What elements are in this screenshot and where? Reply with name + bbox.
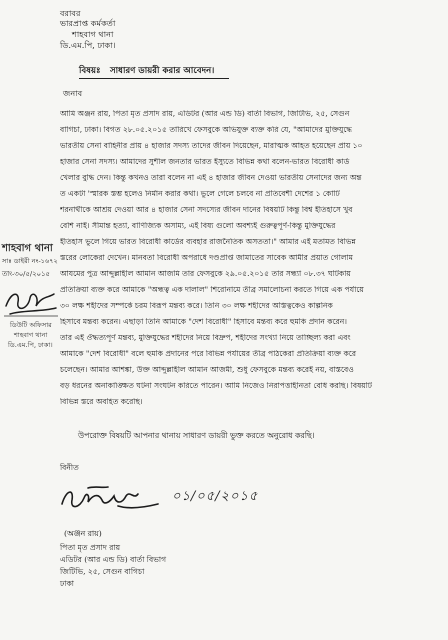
subject-underline bbox=[79, 78, 229, 79]
closing-word: বিনীত bbox=[60, 463, 79, 472]
stamp-officer: ডিউটি অফিসার bbox=[10, 321, 52, 329]
sender-name: (অঞ্জন রায়) bbox=[64, 529, 102, 538]
body-line: হাজার সেনা সদস্য। আমাদের সুশীল জনতার ভারত ইস্যুতে বিভিন্ন কথা বলেন-ভারত বিরোধী কার্ড bbox=[60, 158, 350, 166]
body-line: চলেছেন। আমার আশঙ্কা, উক্ত আব্দুল্লাহীল আমান আজমী, শুধু ফেসবুকে মন্তব্য করেই নয়, বাস্তবেও bbox=[60, 366, 354, 374]
officer-signature bbox=[2, 286, 60, 320]
body-line: তার এই ঔদ্ধত্যপূর্ণ মন্তব্য, মুক্তিযুদ্ধের শহীদের নিয়ে বিদ্রুপ, শহীদের সংখ্যা নিয়ে তাচ্ছিল্য করা এবং bbox=[60, 334, 351, 342]
request-line: উপরোক্ত বিষয়টি আপনার থানায় সাধারণ ডায়রী ভুক্ত করতে অনুরোধ করছি। bbox=[78, 431, 315, 440]
signature-date: ০১/০৫/২০১৫ bbox=[172, 489, 259, 504]
salutation: জনাব bbox=[63, 88, 83, 98]
address-line: শাহবাগ থানা bbox=[72, 29, 114, 39]
stamp-date: তাং-৩০/৫/২০১৫ bbox=[2, 270, 50, 278]
subject-label: বিষয়ঃ bbox=[79, 66, 101, 76]
body-line: বড় ধরনের অনাকাঙ্ক্ষিত ঘটনা সংঘটন করিতে পারেন। আমি নিজেও নিরাপত্তাহীনতা বোধ করছি। বিষয়টি bbox=[60, 382, 372, 390]
body-line: প্রতিক্রিয়া ব্যক্ত করে আমাকে "অন্ধত্ব এক দালাল" শিরোনামে তীব্র সমালোচনা করতে গিয়ে এক পর্যায়ে bbox=[60, 286, 364, 294]
body-line: ৩০ লক্ষ শহীদের সম্পর্কে চরম বিরূপ মন্তব্য করে। তিনি ৩০ লক্ষ শহীদের অস্তিত্বকেও কাল্পনিক bbox=[60, 302, 333, 310]
body-line: হিসাবে মন্তব্য করেন। এছাড়া তিনি আমাকে "দেশ বিরোধী" হিসাবে মন্তব্য করে হুমকি প্রদান করেন। bbox=[60, 318, 347, 326]
police-stamp bbox=[0, 242, 62, 368]
body-line: আযমের পুত্র আব্দুল্লাহীল আমান আজমি তার ফেসবুকে ২৯.০৫.২০১৫ তার সন্ধ্যা ০৮.৩৭ ঘটিকায় bbox=[60, 270, 351, 278]
address-line: ডি.এম.পি, ঢাকা। bbox=[60, 40, 116, 50]
body-line: ভারতীয় সেনা বাহিনীর প্রায় ৪ হাজার সদস্য তাদের জীবন দিয়েছেন, মারাত্মক আহত হয়েছেন প্রায় ১০ bbox=[60, 142, 363, 150]
body-line: ত একটা 'স্মারক স্তম্ভ হলেও নির্মান করার কথা। ভুলে গেলে চলবে না প্রতিবেশী দেশের ১ কোটি bbox=[60, 190, 340, 198]
stamp-gd-number: সাঃ ডাইরী নং-১৬৭২ bbox=[2, 257, 58, 265]
body-line: ইতিহাস ভুলে গিয়ে ভারত বিরোধী কার্ডের ব্যবহার রাজনৈতিক অসততা।" আমার এই মতামত বিভিন্ন bbox=[60, 238, 356, 246]
sender-line: জিটিভি, ২৫, সেগুন বাগিচা bbox=[60, 567, 145, 576]
body-line: বেশি নাই। সীমান্ত হত্যা, বাণিজ্যিক অসাম্য, এই বিষ্য গুলো অবশ্যই গুরুত্বপূর্ণ-কিন্তু মুক্তিযুদ্ধের bbox=[60, 222, 336, 230]
sender-line: পিতা মৃত প্রসাদ রায় bbox=[60, 543, 121, 552]
address-line: বরাবর bbox=[60, 8, 81, 18]
body-line: বাগিচা, ঢাকা। বিগত ২৮.০৫.২০১৫ তারিখে ফেসবুকে অভিযুক্ত ব্যক্ত করি যে, "আমাদের মুক্তিযুদ্ধে bbox=[60, 126, 352, 134]
body-line: বিভিন্ন স্তরে অবহিত করেছি। bbox=[60, 398, 143, 406]
subject-text: সাধারণ ডায়রী করার আবেদন। bbox=[110, 66, 215, 76]
sender-line: এডিটর (আর এন্ড ডি) বার্তা বিভাগ bbox=[60, 555, 167, 564]
stamp-station: শাহবাগ থানা bbox=[2, 243, 53, 254]
body-line: শরনার্থীকে আশ্রয় দেওয়া আর ৪ হাজার সেনা সদস্যের জীবন দানের বিষয়টি কিন্তু বিশ্ব ইতিহাসে খুব bbox=[60, 206, 353, 214]
stamp-city: ডি.এম.পি, ঢাকা। bbox=[8, 341, 53, 349]
body-line: খেলার বুদ্ধি দেন। কিন্তু কখনও তারা বলেন না এই ৪ হাজার জীবন দেওয়া ভারতীয় সেনাদের জন্য অন্ত bbox=[60, 174, 362, 182]
address-line: ভারপ্রাপ্ত কর্মকর্তা bbox=[60, 18, 116, 28]
stamp-station-line: শাহবাগ থানা bbox=[14, 331, 48, 339]
body-line: স্তরের লোকেরা দেখেন। মানবতা বিরোধী অপরাধে দণ্ডপ্রাপ্ত জামাতের সাবেক আমীর প্রয়াত গোলাম bbox=[60, 254, 353, 262]
body-line: আমাকে "দেশ বিরোধী" বলে হুমকি প্রদানের পরে বিভিন্ন পর্যায়ের তীব্র পাঠকেরা প্রতিক্রিয়া ব্যক্ত করে bbox=[60, 350, 356, 358]
body-line: আমি অঞ্জন রায়, পিতা মৃত প্রসাদ রায়, এডিটর (আর এন্ড ডি) বার্তা বিভাগ, জিটিভি, ২৫, সেগুন bbox=[60, 110, 350, 118]
sender-line: ঢাকা bbox=[60, 579, 75, 588]
sender-signature bbox=[58, 482, 168, 516]
